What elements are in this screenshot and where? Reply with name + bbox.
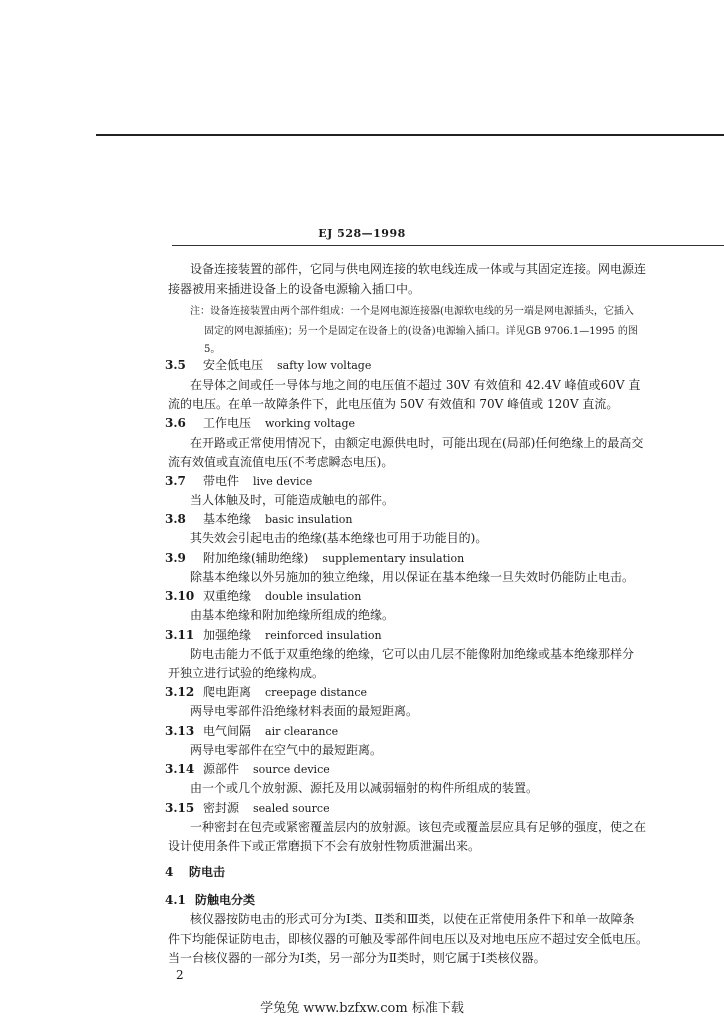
note-line: 注：设备连接装置由两个部件组成：一个是网电源连接器(电源软电线的另一端是网电源插头，它插入 xyxy=(190,306,634,317)
header-rule xyxy=(172,245,724,246)
section-heading: 3.8 基本绝缘 basic insulation xyxy=(165,512,353,526)
top-rule xyxy=(96,134,724,136)
text-line: 当一台核仪器的一部分为Ⅰ类，另一部分为Ⅱ类时，则它属于Ⅰ类核仪器。 xyxy=(168,951,546,965)
page-number: 2 xyxy=(176,968,184,982)
watermark-footer: 学兔兔 www.bzfxw.com 标准下载 xyxy=(260,1001,464,1016)
text-line: 由基本绝缘和附加绝缘所组成的绝缘。 xyxy=(190,608,395,622)
section-heading: 3.11 加强绝缘 reinforced insulation xyxy=(165,628,382,642)
section-heading: 3.10 双重绝缘 double insulation xyxy=(165,589,362,603)
text-line: 两导电零部件沿绝缘材料表面的最短距离。 xyxy=(190,704,419,718)
page-header: EJ 528—1998 xyxy=(318,227,406,240)
section-heading: 3.9 附加绝缘(辅助绝缘) supplementary insulation xyxy=(165,551,465,565)
section-heading: 3.13 电气间隔 air clearance xyxy=(165,724,339,738)
text-line: 核仪器按防电击的形式可分为Ⅰ类、Ⅱ类和Ⅲ类，以使在正常使用条件下和单一故障条 xyxy=(190,912,635,926)
text-line: 防电击能力不低于双重绝缘的绝缘，它可以由几层不能像附加绝缘或基本绝缘那样分 xyxy=(190,647,635,661)
text-line: 一种密封在包壳或紧密覆盖层内的放射源。该包壳或覆盖层应具有足够的强度，使之在 xyxy=(190,820,647,834)
text-line: 其失效会引起电击的绝缘(基本绝缘也可用于功能目的)。 xyxy=(190,531,488,545)
section-heading: 3.12 爬电距离 creepage distance xyxy=(165,685,368,699)
text-line: 在导体之间或任一导体与地之间的电压值不超过 30V 有效值和 42.4V 峰值或60V 直 xyxy=(190,378,641,392)
text-line: 除基本绝缘以外另施加的独立绝缘，用以保证在基本绝缘一旦失效时仍能防止电击。 xyxy=(190,570,635,584)
text-line: 设备连接装置的部件，它同与供电网连接的软电线连成一体或与其固定连接。网电源连 xyxy=(190,262,647,276)
text-line: 在开路或正常使用情况下，由额定电源供电时，可能出现在(局部)任何绝缘上的最高交 xyxy=(190,436,644,450)
text-line: 当人体触及时，可能造成触电的部件。 xyxy=(190,493,395,507)
section-heading: 3.7 带电件 live device xyxy=(165,474,313,488)
note-line: 5。 xyxy=(204,344,221,355)
section-heading: 3.15 密封源 sealed source xyxy=(165,801,330,815)
text-line: 流有效值或直流值电压(不考虑瞬态电压)。 xyxy=(168,455,394,469)
text-line: 由一个或几个放射源、源托及用以减弱辐射的构件所组成的装置。 xyxy=(190,781,539,795)
note-line: 固定的网电源插座)；另一个是固定在设备上的(设备)电源输入插口。详见GB 9706.1—1995 的图 xyxy=(204,326,638,337)
text-line: 两导电零部件在空气中的最短距离。 xyxy=(190,743,383,757)
section-heading: 3.6 工作电压 working voltage xyxy=(165,416,356,430)
text-line: 流的电压。在单一故障条件下，此电压值为 50V 有效值和 70V 峰值或 120V 直流。 xyxy=(168,397,619,411)
section-heading: 3.5 安全低电压 safty low voltage xyxy=(165,358,372,372)
chapter-heading: 4 防电击 xyxy=(165,865,226,879)
subsection-heading: 4.1 防触电分类 xyxy=(165,893,256,907)
text-line: 接器被用来插进设备上的设备电源输入插口中。 xyxy=(168,282,421,296)
section-heading: 3.14 源部件 source device xyxy=(165,762,330,776)
text-line: 件下均能保证防电击，即核仪器的可触及零部件间电压以及对地电压应不超过安全低电压。 xyxy=(168,932,649,946)
text-line: 设计使用条件下或正常磨损下不会有放射性物质泄漏出来。 xyxy=(168,839,481,853)
text-line: 开独立进行试验的绝缘构成。 xyxy=(168,666,325,680)
